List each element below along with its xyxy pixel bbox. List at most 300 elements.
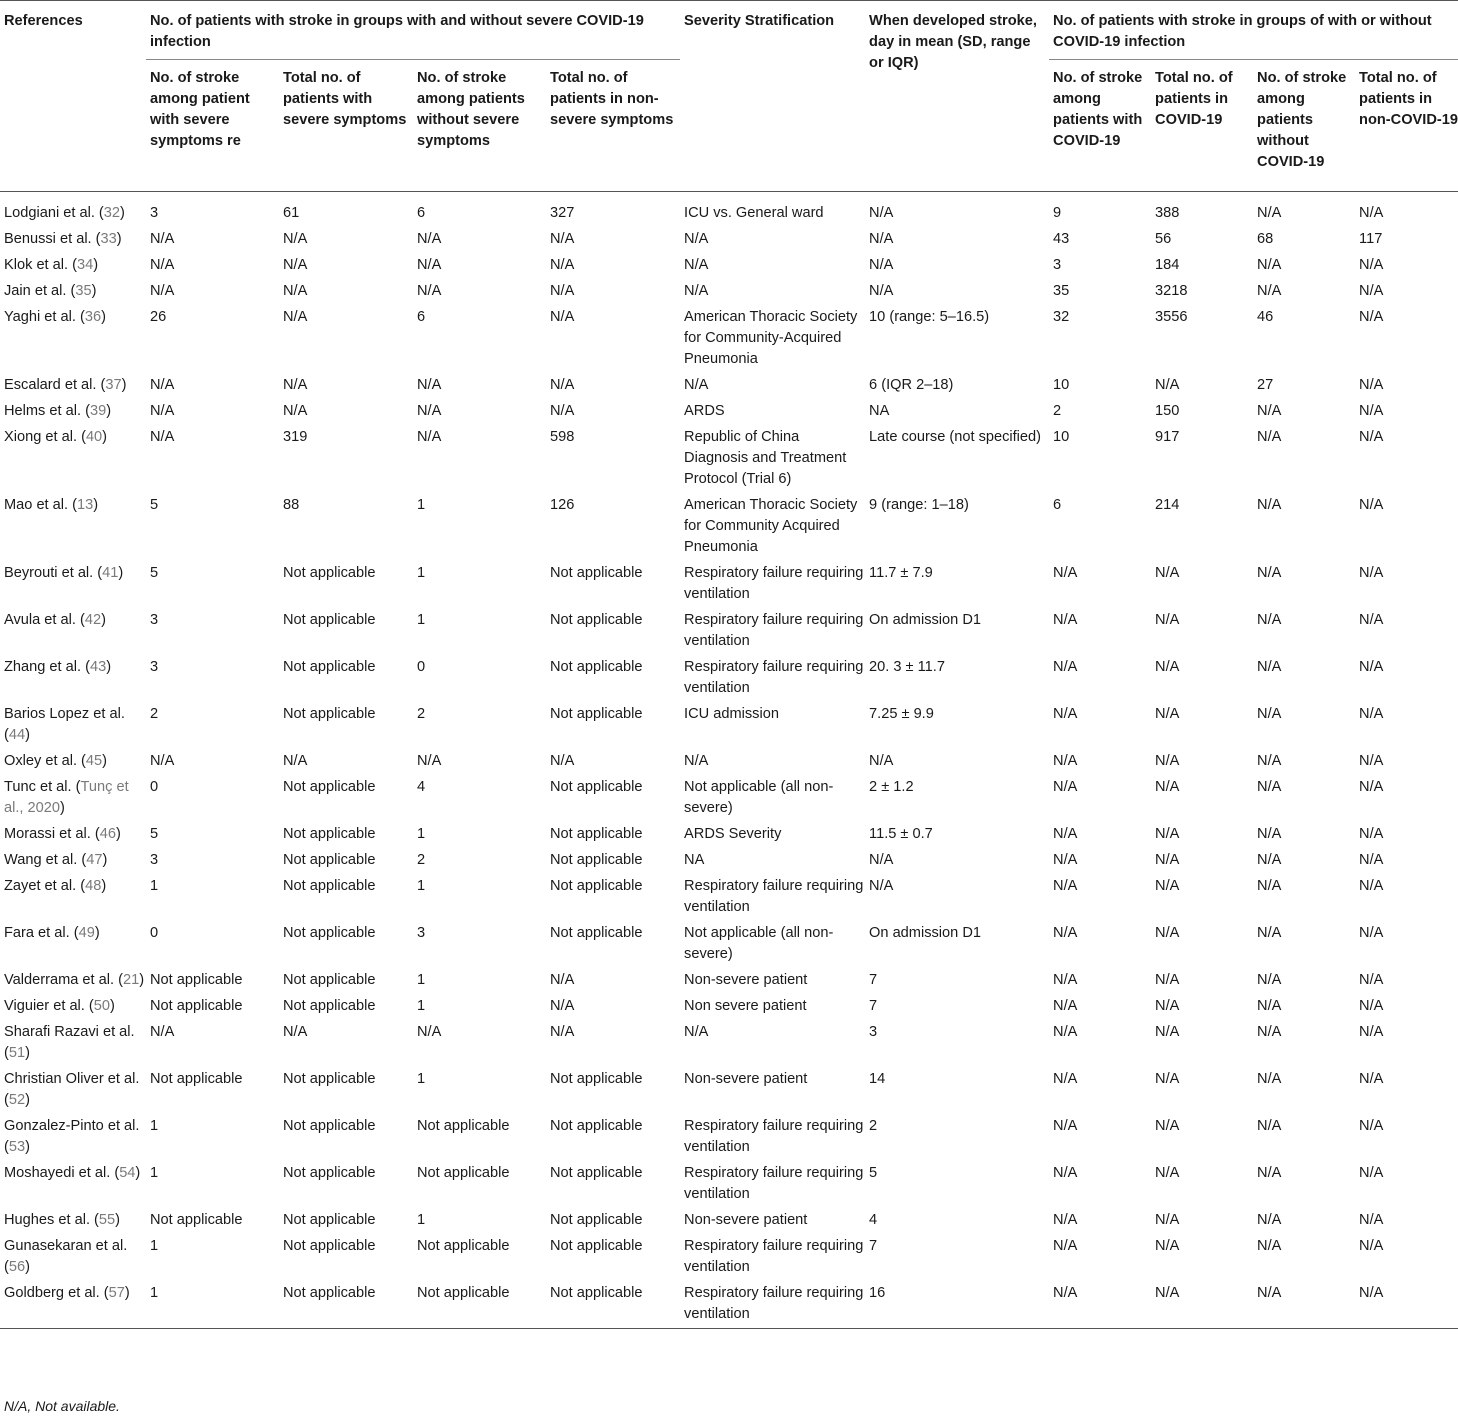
citation-link[interactable]: 51 xyxy=(8,1045,26,1061)
citation-link[interactable]: 55 xyxy=(98,1212,116,1228)
reference-cell xyxy=(0,302,146,370)
citation-link[interactable]: 42 xyxy=(84,612,102,628)
reference-close: ) xyxy=(106,403,112,419)
total-nonsevere-cell: Not applicable xyxy=(550,852,643,868)
total-nonsevere-cell: 126 xyxy=(550,497,575,513)
stroke-nonsevere-cell: N/A xyxy=(417,1024,442,1040)
total-nonsevere-cell: Not applicable xyxy=(550,1071,643,1087)
stroke-covid-cell: N/A xyxy=(1053,659,1078,675)
table-row xyxy=(0,1278,1458,1329)
total-covid-cell: N/A xyxy=(1155,659,1180,675)
total-severe-cell: N/A xyxy=(283,283,308,299)
when-developed-cell: N/A xyxy=(869,878,894,894)
when-developed-cell: 6 (IQR 2–18) xyxy=(869,377,954,393)
table-row xyxy=(0,396,1458,422)
severity-stratification-cell: Not applicable (all non-severe) xyxy=(684,925,834,962)
severity-stratification-cell: Respiratory failure requiring ventilation xyxy=(680,1278,865,1329)
total-nonsevere-cell: 327 xyxy=(550,205,575,221)
reference-close: ) xyxy=(110,998,115,1014)
total-noncovid-cell: N/A xyxy=(1359,779,1384,795)
total-covid-cell: 150 xyxy=(1155,403,1180,419)
when-developed-cell: N/A xyxy=(869,753,894,769)
reference-close: ) xyxy=(135,1165,141,1181)
total-covid-cell: N/A xyxy=(1155,998,1180,1014)
reference-cell xyxy=(0,370,146,396)
subheader-stroke-noncovid: No. of stroke among patients without COVID-19 xyxy=(1253,60,1355,192)
subheader-stroke-covid: No. of stroke among patients with COVID-19 xyxy=(1049,60,1151,192)
reference-cell xyxy=(0,1158,146,1205)
severity-stratification-cell: Non severe patient xyxy=(684,998,807,1014)
total-covid-cell: N/A xyxy=(1151,1278,1253,1329)
stroke-noncovid-cell: N/A xyxy=(1257,753,1282,769)
total-severe-cell: Not applicable xyxy=(283,706,376,722)
stroke-noncovid-cell: N/A xyxy=(1257,706,1282,722)
total-nonsevere-cell: N/A xyxy=(550,998,575,1014)
stroke-covid-cell: 43 xyxy=(1053,231,1070,247)
when-developed-cell: 7.25 ± 9.9 xyxy=(869,706,934,722)
stroke-noncovid-cell: N/A xyxy=(1257,1212,1282,1228)
total-covid-cell: N/A xyxy=(1155,1238,1180,1254)
subheader-stroke-severe: No. of stroke among patient with severe symptoms re xyxy=(146,60,279,192)
stroke-covid-cell: N/A xyxy=(1053,612,1078,628)
total-severe-cell: Not applicable xyxy=(283,925,376,941)
table-row xyxy=(0,370,1458,396)
stroke-severe-cell: N/A xyxy=(150,403,175,419)
total-covid-cell: 3218 xyxy=(1155,283,1188,299)
reference-close: ) xyxy=(93,257,99,273)
stroke-covid-cell: N/A xyxy=(1053,753,1078,769)
stroke-severe-cell: 1 xyxy=(150,878,159,894)
table-row xyxy=(0,605,1458,652)
total-covid-cell: N/A xyxy=(1155,706,1180,722)
citation-link[interactable]: 37 xyxy=(105,377,122,393)
total-noncovid-cell: N/A xyxy=(1359,925,1384,941)
subheader-total-covid: Total no. of patients in COVID-19 xyxy=(1151,60,1253,192)
stroke-covid-cell: N/A xyxy=(1049,1278,1151,1329)
stroke-noncovid-cell: N/A xyxy=(1257,1024,1282,1040)
reference-cell xyxy=(0,422,146,490)
total-severe-cell: 319 xyxy=(283,429,308,445)
reference-cell xyxy=(0,1111,146,1158)
total-severe-cell: Not applicable xyxy=(283,1165,376,1181)
stroke-severe-cell: 3 xyxy=(150,612,159,628)
stroke-noncovid-cell: N/A xyxy=(1257,1165,1282,1181)
header-references: References xyxy=(0,1,146,192)
stroke-severe-cell: Not applicable xyxy=(150,1071,243,1087)
total-severe-cell: Not applicable xyxy=(283,565,376,581)
total-noncovid-cell: 117 xyxy=(1359,231,1383,247)
subheader-stroke-nonsevere: No. of stroke among patients without severe symptoms xyxy=(413,60,546,192)
reference-close: ) xyxy=(25,1045,30,1061)
severity-stratification-cell: ARDS xyxy=(684,403,725,419)
header-when-developed: When developed stroke, day in mean (SD, range or IQR) xyxy=(865,1,1049,192)
reference-cell xyxy=(0,819,146,845)
reference-cell xyxy=(0,746,146,772)
total-covid-cell: N/A xyxy=(1155,826,1180,842)
total-severe-cell: N/A xyxy=(283,753,308,769)
total-severe-cell: Not applicable xyxy=(283,998,376,1014)
total-covid-cell: N/A xyxy=(1155,377,1180,393)
reference-name: Avula et al. ( xyxy=(4,612,85,628)
total-severe-cell: Not applicable xyxy=(283,779,376,795)
when-developed-cell: N/A xyxy=(869,257,894,273)
citation-link[interactable]: 21 xyxy=(122,972,140,988)
total-severe-cell: N/A xyxy=(283,377,308,393)
severity-stratification-cell: Respiratory failure requiring ventilation xyxy=(684,1118,864,1155)
total-nonsevere-cell: Not applicable xyxy=(550,659,643,675)
citation-link[interactable]: 57 xyxy=(108,1285,125,1301)
stroke-covid-cell: N/A xyxy=(1053,998,1078,1014)
stroke-severe-cell: Not applicable xyxy=(150,998,243,1014)
total-nonsevere-cell: N/A xyxy=(550,309,575,325)
total-noncovid-cell: N/A xyxy=(1359,659,1384,675)
total-severe-cell: Not applicable xyxy=(283,612,376,628)
citation-link[interactable]: 53 xyxy=(8,1139,26,1155)
stroke-severe-cell: 0 xyxy=(150,925,159,941)
total-noncovid-cell: N/A xyxy=(1359,878,1384,894)
reference-name: Jain et al. ( xyxy=(4,283,76,299)
severity-stratification-cell: ICU vs. General ward xyxy=(684,205,824,221)
total-noncovid-cell: N/A xyxy=(1359,309,1384,325)
stroke-covid-cell: 3 xyxy=(1053,257,1062,273)
total-severe-cell: Not applicable xyxy=(279,1278,413,1329)
citation-link[interactable]: 56 xyxy=(8,1259,26,1275)
stroke-covid-cell: N/A xyxy=(1053,1118,1078,1134)
total-severe-cell: Not applicable xyxy=(283,878,376,894)
when-developed-cell: 2 ± 1.2 xyxy=(869,779,914,795)
stroke-nonsevere-cell: 2 xyxy=(417,706,426,722)
reference-cell xyxy=(0,396,146,422)
stroke-severe-cell: N/A xyxy=(150,753,175,769)
total-covid-cell: N/A xyxy=(1155,1212,1180,1228)
total-covid-cell: N/A xyxy=(1155,753,1180,769)
total-covid-cell: N/A xyxy=(1155,852,1180,868)
total-severe-cell: Not applicable xyxy=(283,972,376,988)
reference-close: ) xyxy=(101,612,106,628)
citation-link[interactable]: 34 xyxy=(77,257,94,273)
total-severe-cell: N/A xyxy=(283,231,308,247)
severity-stratification-cell: Respiratory failure requiring ventilation xyxy=(684,659,864,696)
when-developed-cell: NA xyxy=(869,403,890,419)
table-row xyxy=(0,490,1458,558)
citation-link[interactable]: 48 xyxy=(85,878,102,894)
stroke-noncovid-cell: N/A xyxy=(1257,205,1282,221)
stroke-nonsevere-cell: N/A xyxy=(417,231,442,247)
table-footnote: N/A, Not available. xyxy=(4,1398,120,1414)
when-developed-cell: N/A xyxy=(869,231,894,247)
stroke-covid-cell: N/A xyxy=(1053,826,1078,842)
total-noncovid-cell: N/A xyxy=(1359,205,1384,221)
total-noncovid-cell: N/A xyxy=(1359,497,1384,513)
reference-cell xyxy=(0,1205,146,1231)
stroke-nonsevere-cell: N/A xyxy=(417,377,442,393)
reference-cell xyxy=(0,1231,146,1278)
citation-link[interactable]: 54 xyxy=(119,1165,136,1181)
table-row xyxy=(0,652,1458,699)
stroke-nonsevere-cell: 1 xyxy=(417,612,426,628)
table-row xyxy=(0,746,1458,772)
reference-name: Sharafi Razavi et al. ( xyxy=(4,1024,135,1061)
total-covid-cell: N/A xyxy=(1155,612,1180,628)
total-noncovid-cell: N/A xyxy=(1359,998,1384,1014)
citation-link[interactable]: 32 xyxy=(103,205,121,221)
severity-stratification-cell: Respiratory failure requiring ventilation xyxy=(684,565,864,602)
total-nonsevere-cell: N/A xyxy=(550,283,575,299)
citation-link[interactable]: 35 xyxy=(75,283,92,299)
total-noncovid-cell: N/A xyxy=(1359,1071,1384,1087)
total-severe-cell: Not applicable xyxy=(283,1212,376,1228)
stroke-covid-cell: N/A xyxy=(1053,1212,1078,1228)
reference-close: ) xyxy=(118,565,124,581)
subheader-total-noncovid: Total no. of patients in non-COVID-19 xyxy=(1355,60,1458,192)
stroke-nonsevere-cell: N/A xyxy=(417,753,442,769)
reference-close: ) xyxy=(102,429,108,445)
stroke-nonsevere-cell: 1 xyxy=(417,1071,426,1087)
citation-link[interactable]: Tunç et al., 2020 xyxy=(4,779,129,816)
stroke-nonsevere-cell: 0 xyxy=(417,659,426,675)
header-severity-stratification: Severity Stratification xyxy=(680,1,865,192)
stroke-covid-cell: N/A xyxy=(1053,565,1078,581)
table-row xyxy=(0,1231,1458,1278)
total-nonsevere-cell: 598 xyxy=(550,429,575,445)
reference-name: Lodgiani et al. ( xyxy=(4,205,104,221)
total-severe-cell: N/A xyxy=(283,309,308,325)
stroke-nonsevere-cell: 1 xyxy=(417,826,426,842)
reference-close: ) xyxy=(139,972,145,988)
reference-close: ) xyxy=(25,1139,30,1155)
total-noncovid-cell: N/A xyxy=(1359,429,1384,445)
total-covid-cell: N/A xyxy=(1155,565,1180,581)
stroke-nonsevere-cell: 2 xyxy=(417,852,426,868)
table-body xyxy=(0,192,1458,1329)
reference-name: Helms et al. ( xyxy=(4,403,90,419)
reference-close: ) xyxy=(93,497,99,513)
total-noncovid-cell: N/A xyxy=(1359,565,1384,581)
reference-name: Yaghi et al. ( xyxy=(4,309,85,325)
total-nonsevere-cell: Not applicable xyxy=(550,878,643,894)
total-noncovid-cell: N/A xyxy=(1359,706,1384,722)
when-developed-cell: On admission D1 xyxy=(869,925,981,941)
when-developed-cell: N/A xyxy=(869,283,894,299)
reference-name: Tunc et al. ( xyxy=(4,779,81,795)
total-covid-cell: N/A xyxy=(1155,779,1180,795)
reference-close: ) xyxy=(115,826,121,842)
total-noncovid-cell: N/A xyxy=(1359,826,1384,842)
total-severe-cell: 61 xyxy=(283,205,300,221)
total-severe-cell: Not applicable xyxy=(283,1071,376,1087)
table-row xyxy=(0,918,1458,965)
total-nonsevere-cell: Not applicable xyxy=(550,1212,643,1228)
stroke-nonsevere-cell: Not applicable xyxy=(417,1238,510,1254)
severity-stratification-cell: Respiratory failure requiring ventilation xyxy=(684,878,864,915)
reference-cell xyxy=(0,918,146,965)
stroke-noncovid-cell: N/A xyxy=(1257,565,1282,581)
reference-cell xyxy=(0,871,146,918)
citation-link[interactable]: 52 xyxy=(8,1092,26,1108)
severity-stratification-cell: ICU admission xyxy=(684,706,779,722)
reference-name: Gonzalez-Pinto et al. ( xyxy=(4,1118,140,1155)
stroke-covid-cell: N/A xyxy=(1053,779,1078,795)
total-severe-cell: Not applicable xyxy=(283,852,376,868)
table-row xyxy=(0,699,1458,746)
stroke-noncovid-cell: N/A xyxy=(1257,852,1282,868)
reference-cell xyxy=(0,558,146,605)
stroke-nonsevere-cell: N/A xyxy=(417,403,442,419)
citation-link[interactable]: 13 xyxy=(77,497,94,513)
stroke-severe-cell: 5 xyxy=(150,826,159,842)
stroke-noncovid-cell: 27 xyxy=(1257,377,1274,393)
table-row xyxy=(0,224,1458,250)
severity-stratification-cell: Non-severe patient xyxy=(684,1071,808,1087)
table-row xyxy=(0,772,1458,819)
stroke-nonsevere-cell: 1 xyxy=(417,878,426,894)
total-covid-cell: 56 xyxy=(1155,231,1172,247)
table-row xyxy=(0,1205,1458,1231)
reference-name: Hughes et al. ( xyxy=(4,1212,99,1228)
reference-close: ) xyxy=(102,753,108,769)
reference-name: Klok et al. ( xyxy=(4,257,77,273)
stroke-noncovid-cell: N/A xyxy=(1257,1071,1282,1087)
citation-link[interactable]: 39 xyxy=(89,403,107,419)
stroke-covid-cell: N/A xyxy=(1053,972,1078,988)
stroke-severe-cell: 3 xyxy=(150,205,159,221)
reference-name: Mao et al. ( xyxy=(4,497,77,513)
stroke-noncovid-cell: 46 xyxy=(1257,309,1274,325)
stroke-noncovid-cell: N/A xyxy=(1257,403,1282,419)
total-covid-cell: N/A xyxy=(1155,1118,1180,1134)
citation-link[interactable]: 41 xyxy=(102,565,119,581)
total-covid-cell: N/A xyxy=(1155,925,1180,941)
reference-close: ) xyxy=(25,727,30,743)
reference-close: ) xyxy=(116,231,122,247)
stroke-nonsevere-cell: N/A xyxy=(417,257,442,273)
total-noncovid-cell: N/A xyxy=(1359,403,1384,419)
reference-cell xyxy=(0,1278,146,1329)
table-row xyxy=(0,276,1458,302)
citation-link[interactable]: 45 xyxy=(85,753,103,769)
total-nonsevere-cell: Not applicable xyxy=(550,1238,643,1254)
stroke-nonsevere-cell: N/A xyxy=(417,429,442,445)
stroke-covid-cell: N/A xyxy=(1053,1165,1078,1181)
subheader-total-nonsevere: Total no. of patients in non-severe symptoms xyxy=(546,60,680,192)
stroke-nonsevere-cell: Not applicable xyxy=(417,1165,510,1181)
total-nonsevere-cell: Not applicable xyxy=(550,612,643,628)
reference-name: Valderrama et al. ( xyxy=(4,972,123,988)
stroke-covid-cell: 10 xyxy=(1053,377,1070,393)
total-nonsevere-cell: N/A xyxy=(550,753,575,769)
reference-name: Zayet et al. ( xyxy=(4,878,86,894)
citation-link[interactable]: 36 xyxy=(84,309,102,325)
total-severe-cell: Not applicable xyxy=(283,826,376,842)
reference-cell xyxy=(0,490,146,558)
stroke-severe-cell: 5 xyxy=(150,565,159,581)
reference-name: Wang et al. ( xyxy=(4,852,87,868)
total-nonsevere-cell: Not applicable xyxy=(550,706,643,722)
when-developed-cell: 7 xyxy=(869,998,878,1014)
citation-link[interactable]: 47 xyxy=(86,852,103,868)
severity-stratification-cell: N/A xyxy=(684,377,709,393)
citation-link[interactable]: 43 xyxy=(90,659,107,675)
total-nonsevere-cell: Not applicable xyxy=(550,1118,643,1134)
citation-link[interactable]: 46 xyxy=(99,826,116,842)
citation-link[interactable]: 49 xyxy=(78,925,95,941)
table-row xyxy=(0,991,1458,1017)
reference-cell xyxy=(0,965,146,991)
total-severe-cell: 88 xyxy=(283,497,300,513)
stroke-covid-cell: N/A xyxy=(1053,706,1078,722)
stroke-noncovid-cell: N/A xyxy=(1257,1238,1282,1254)
stroke-nonsevere-cell: 1 xyxy=(417,565,426,581)
reference-name: Viguier et al. ( xyxy=(4,998,94,1014)
subheader-total-severe: Total no. of patients with severe symptoms xyxy=(279,60,413,192)
when-developed-cell: 5 xyxy=(869,1165,878,1181)
stroke-nonsevere-cell: Not applicable xyxy=(417,1118,510,1134)
total-nonsevere-cell: N/A xyxy=(550,403,575,419)
stroke-noncovid-cell: N/A xyxy=(1257,925,1282,941)
table-row xyxy=(0,1111,1458,1158)
stroke-nonsevere-cell: 6 xyxy=(417,309,426,325)
stroke-noncovid-cell: N/A xyxy=(1257,429,1282,445)
citation-link[interactable]: 50 xyxy=(93,998,111,1014)
stroke-nonsevere-cell: 1 xyxy=(417,497,426,513)
total-noncovid-cell: N/A xyxy=(1359,1212,1384,1228)
total-nonsevere-cell: Not applicable xyxy=(550,1165,643,1181)
stroke-severe-cell: 1 xyxy=(150,1118,159,1134)
stroke-covid-cell: N/A xyxy=(1053,852,1078,868)
when-developed-cell: 11.5 ± 0.7 xyxy=(869,826,933,842)
total-severe-cell: N/A xyxy=(283,1024,308,1040)
total-severe-cell: Not applicable xyxy=(283,1238,376,1254)
severity-stratification-cell: Non-severe patient xyxy=(684,972,808,988)
stroke-severe-cell: 1 xyxy=(150,1238,159,1254)
stroke-severe-cell: 1 xyxy=(146,1278,279,1329)
table-row xyxy=(0,302,1458,370)
stroke-covid-cell: 35 xyxy=(1053,283,1070,299)
when-developed-cell: 3 xyxy=(869,1024,878,1040)
stroke-covid-cell: 32 xyxy=(1053,309,1070,325)
stroke-nonsevere-cell: 1 xyxy=(417,1212,426,1228)
total-covid-cell: 388 xyxy=(1155,205,1180,221)
reference-name: Benussi et al. ( xyxy=(4,231,101,247)
total-noncovid-cell: N/A xyxy=(1359,1165,1384,1181)
reference-close: ) xyxy=(124,1285,130,1301)
stroke-severe-cell: 3 xyxy=(150,659,159,675)
total-covid-cell: 184 xyxy=(1155,257,1180,273)
when-developed-cell: 9 (range: 1–18) xyxy=(869,497,969,513)
total-severe-cell: Not applicable xyxy=(283,1118,376,1134)
when-developed-cell: On admission D1 xyxy=(869,612,981,628)
total-noncovid-cell: N/A xyxy=(1359,1024,1384,1040)
stroke-severe-cell: N/A xyxy=(150,429,175,445)
citation-link[interactable]: 40 xyxy=(85,429,103,445)
citation-link[interactable]: 33 xyxy=(100,231,117,247)
stroke-severe-cell: 26 xyxy=(150,309,167,325)
stroke-severe-cell: 2 xyxy=(150,706,159,722)
total-severe-cell: N/A xyxy=(283,257,308,273)
stroke-noncovid-cell: 68 xyxy=(1257,231,1274,247)
reference-cell xyxy=(0,991,146,1017)
severity-stratification-cell: N/A xyxy=(684,283,709,299)
reference-cell xyxy=(0,699,146,746)
citation-link[interactable]: 44 xyxy=(8,727,26,743)
reference-cell xyxy=(0,652,146,699)
reference-cell xyxy=(0,192,146,225)
stroke-noncovid-cell: N/A xyxy=(1257,826,1282,842)
severity-stratification-cell: ARDS Severity xyxy=(684,826,782,842)
total-severe-cell: N/A xyxy=(283,403,308,419)
total-nonsevere-cell: Not applicable xyxy=(550,925,643,941)
when-developed-cell: 7 xyxy=(869,1238,878,1254)
